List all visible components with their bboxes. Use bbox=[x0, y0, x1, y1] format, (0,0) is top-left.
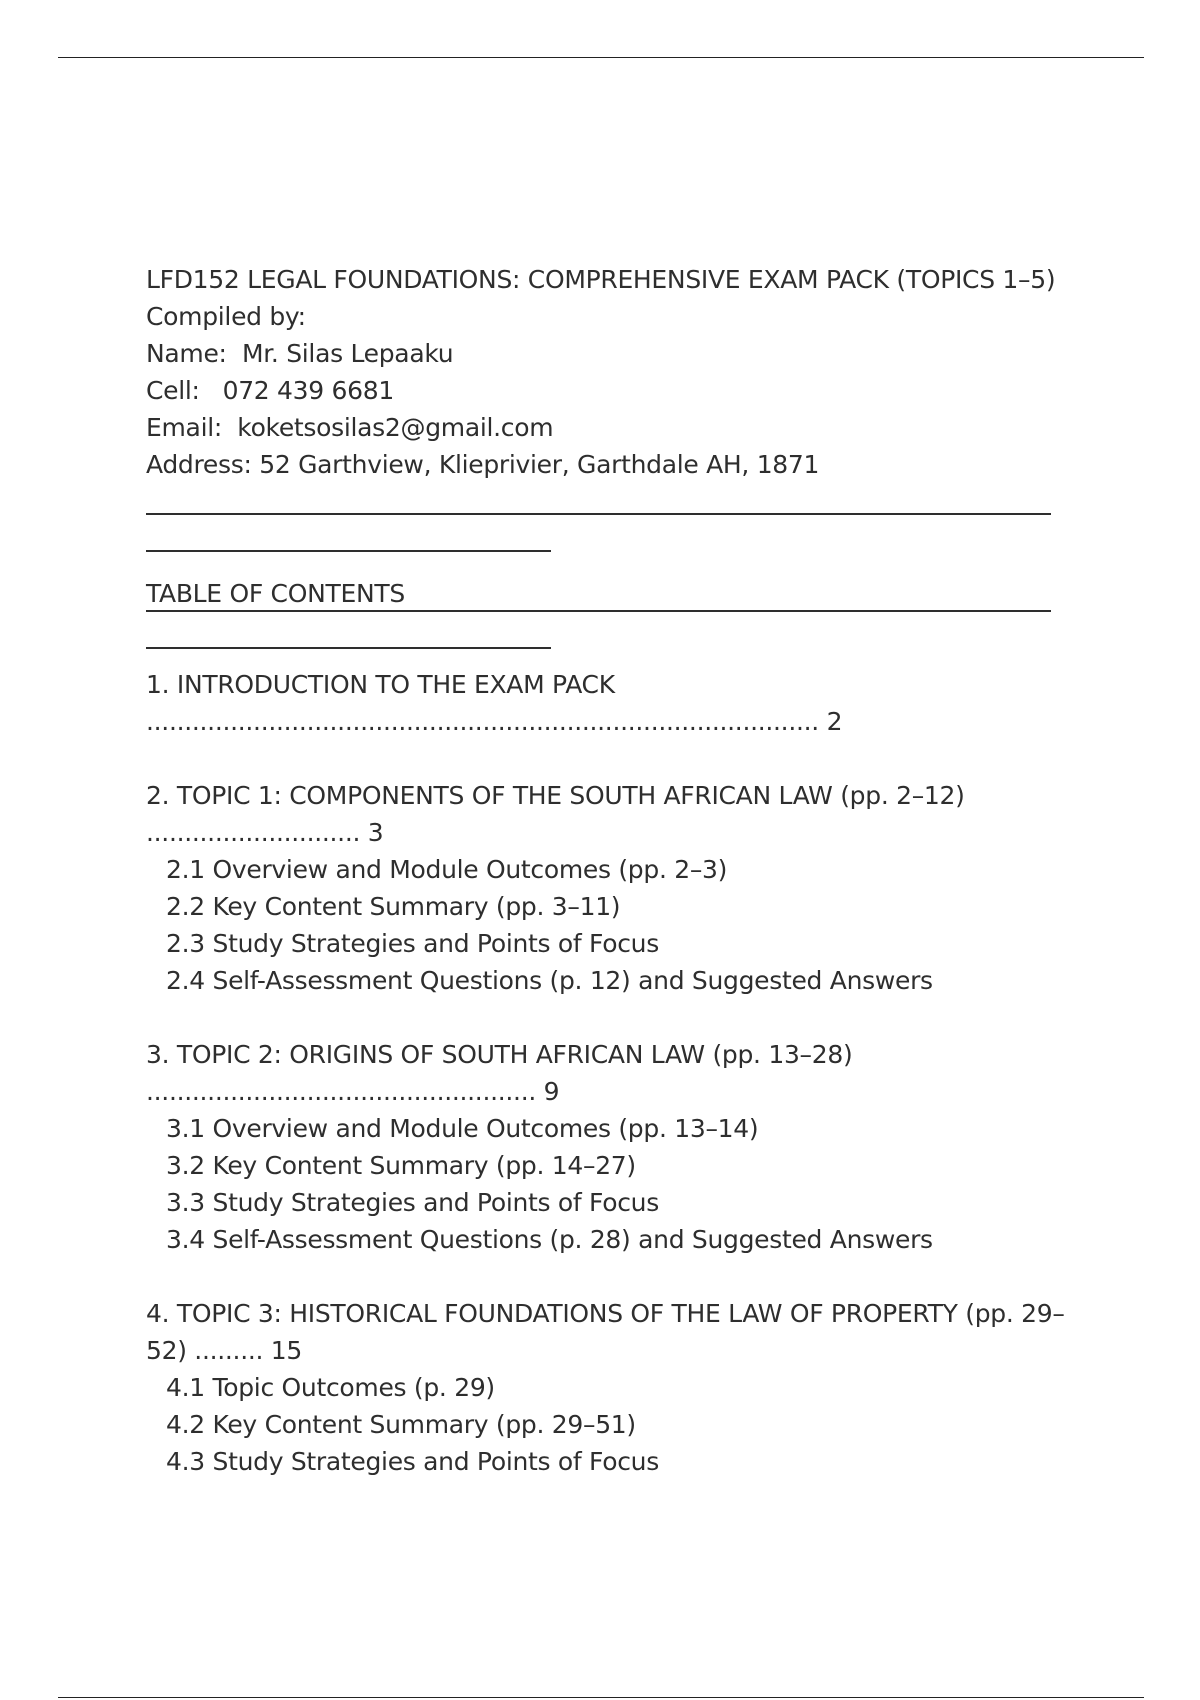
toc-heading: TABLE OF CONTENTS bbox=[146, 579, 405, 608]
separator-line bbox=[146, 612, 1076, 686]
toc-subentry[interactable]: 4.1 Topic Outcomes (p. 29) bbox=[166, 1373, 495, 1402]
page-top-rule bbox=[58, 57, 1144, 58]
toc-entry-title: 1. INTRODUCTION TO THE EXAM PACK bbox=[146, 670, 615, 699]
author-cell: Cell: 072 439 6681 bbox=[146, 376, 394, 405]
separator-line bbox=[146, 483, 1076, 557]
page-bottom-rule bbox=[58, 1697, 1144, 1698]
toc-subentry[interactable]: 2.1 Overview and Module Outcomes (pp. 2–3) bbox=[166, 855, 728, 884]
document-body bbox=[146, 261, 1076, 1480]
toc-entry[interactable] bbox=[146, 1036, 1076, 1258]
toc-subentry[interactable]: 3.4 Self-Assessment Questions (p. 28) and Suggested Answers bbox=[166, 1225, 933, 1254]
toc-subentry[interactable]: 3.2 Key Content Summary (pp. 14–27) bbox=[166, 1151, 636, 1180]
toc-subentry[interactable]: 4.3 Study Strategies and Points of Focus bbox=[166, 1447, 659, 1476]
toc-entry-title: 4. TOPIC 3: HISTORICAL FOUNDATIONS OF THE LAW OF PROPERTY (pp. 29–52) ......... 15 bbox=[146, 1299, 1065, 1365]
toc-entry[interactable] bbox=[146, 1295, 1076, 1480]
toc-entry[interactable] bbox=[146, 777, 1076, 999]
toc-subentry[interactable]: 2.3 Study Strategies and Points of Focus bbox=[166, 929, 659, 958]
author-name: Name: Mr. Silas Lepaaku bbox=[146, 339, 454, 368]
toc-subentry[interactable]: 3.3 Study Strategies and Points of Focus bbox=[166, 1188, 659, 1217]
author-address: Address: 52 Garthview, Klieprivier, Garthdale AH, 1871 bbox=[146, 450, 820, 479]
toc-entry-leader: ........................................................................................ 2 bbox=[146, 707, 843, 736]
toc-entry-leader: ................................................... 9 bbox=[146, 1077, 560, 1106]
toc-subentry[interactable]: 2.4 Self-Assessment Questions (p. 12) and Suggested Answers bbox=[166, 966, 933, 995]
compiled-by-label: Compiled by: bbox=[146, 302, 306, 331]
toc-subentry[interactable]: 2.2 Key Content Summary (pp. 3–11) bbox=[166, 892, 621, 921]
toc-entry-title: 2. TOPIC 1: COMPONENTS OF THE SOUTH AFRICAN LAW (pp. 2–12) bbox=[146, 781, 965, 810]
author-email: Email: koketsosilas2@gmail.com bbox=[146, 413, 554, 442]
toc-entry-title: 3. TOPIC 2: ORIGINS OF SOUTH AFRICAN LAW (pp. 13–28) bbox=[146, 1040, 853, 1069]
toc-subentry[interactable]: 4.2 Key Content Summary (pp. 29–51) bbox=[166, 1410, 636, 1439]
document-title: LFD152 LEGAL FOUNDATIONS: COMPREHENSIVE EXAM PACK (TOPICS 1–5) bbox=[146, 265, 1056, 294]
toc-subentry[interactable]: 3.1 Overview and Module Outcomes (pp. 13–14) bbox=[166, 1114, 759, 1143]
toc-entry-leader: ............................ 3 bbox=[146, 818, 384, 847]
